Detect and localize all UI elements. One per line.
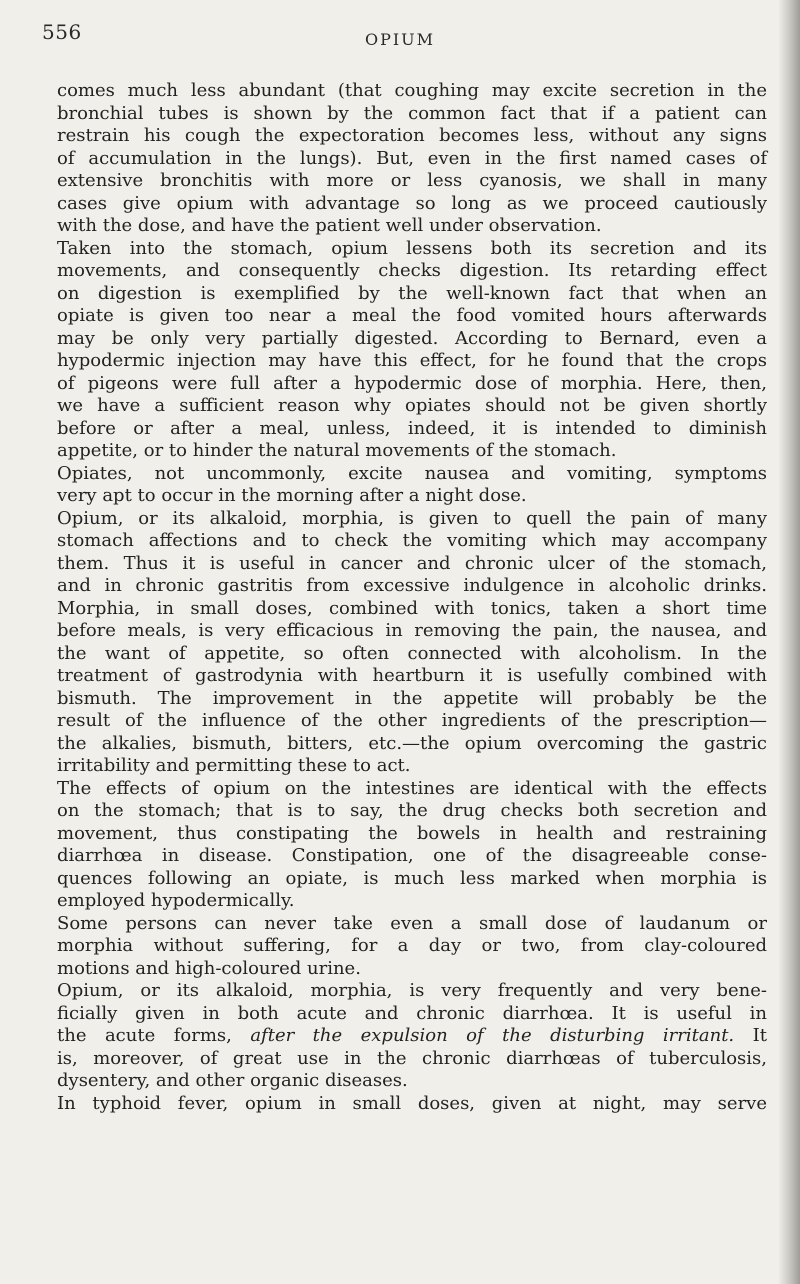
text-line: hypodermic injection may have this effect, for he found that the crops bbox=[57, 350, 767, 371]
page-number: 556 bbox=[42, 20, 82, 44]
text-line: The effects of opium on the intestines are identical with the effects bbox=[57, 777, 767, 799]
text-segment: It bbox=[734, 1025, 767, 1046]
text-line: restrain his cough the expectoration becomes less, without any signs bbox=[57, 125, 767, 146]
text-line: In typhoid fever, opium in small doses, given at night, may serve bbox=[57, 1092, 767, 1114]
text-line: bronchial tubes is shown by the common fact that if a patient can bbox=[57, 102, 767, 124]
text-line: extensive bronchitis with more or less cyanosis, we shall in many bbox=[57, 170, 767, 191]
text-line: we have a sufficient reason why opiates should not be given shortly bbox=[57, 395, 767, 416]
text-line: Taken into the stomach, opium lessens both its secretion and its bbox=[57, 237, 767, 259]
text-line: result of the influence of the other ingredients of the prescription— bbox=[57, 710, 767, 731]
text-line: of accumulation in the lungs). But, even in the first named cases of bbox=[57, 147, 767, 169]
text-line: may be only very partially digested. According to Bernard, even a bbox=[57, 327, 767, 349]
running-head: OPIUM bbox=[364, 30, 436, 49]
text-line: treatment of gastrodynia with heartburn it is usefully combined with bbox=[57, 665, 767, 686]
text-line: Morphia, in small doses, combined with tonics, taken a short time bbox=[57, 597, 767, 619]
text-line: Opium, or its alkaloid, morphia, is very frequently and very bene- bbox=[57, 980, 767, 1001]
text-line: cases give opium with advantage so long as we proceed cautiously bbox=[57, 192, 767, 214]
text-line: movement, thus constipating the bowels in health and restraining bbox=[57, 822, 767, 844]
text-line: dysentery, and other organic diseases. bbox=[57, 1070, 408, 1091]
text-segment: the acute forms, bbox=[57, 1025, 251, 1046]
text-line: Opiates, not uncommonly, excite nausea and vomiting, symptoms bbox=[57, 462, 767, 484]
text-line: irritability and permitting these to act. bbox=[57, 755, 411, 776]
text-line: with the dose, and have the patient well under observation. bbox=[57, 215, 602, 236]
text-line: very apt to occur in the morning after a night dose. bbox=[57, 485, 527, 506]
text-line: stomach affections and to check the vomiting which may accompany bbox=[57, 530, 767, 551]
text-line: appetite, or to hinder the natural movements of the stomach. bbox=[57, 440, 617, 461]
text-line: the alkalies, bismuth, bitters, etc.—the opium overcoming the gastric bbox=[57, 732, 767, 754]
text-line: on the stomach; that is to say, the drug checks both secretion and bbox=[57, 800, 767, 821]
text-line: employed hypodermically. bbox=[57, 890, 295, 911]
text-line: on digestion is exemplified by the well-known fact that when an bbox=[57, 282, 767, 304]
italic-phrase: after the expulsion of the disturbing irritant. bbox=[250, 1025, 735, 1046]
text-line: Opium, or its alkaloid, morphia, is given to quell the pain of many bbox=[57, 507, 767, 529]
text-line: diarrhœa in disease. Constipation, one of the disagreeable conse- bbox=[57, 845, 767, 866]
text-line: Some persons can never take even a small dose of laudanum or bbox=[57, 912, 767, 934]
text-line: them. Thus it is useful in cancer and chronic ulcer of the stomach, bbox=[57, 552, 767, 574]
text-line bbox=[57, 1025, 767, 1048]
text-line: before or after a meal, unless, indeed, it is intended to diminish bbox=[57, 417, 767, 439]
text-line: motions and high-coloured urine. bbox=[57, 957, 361, 979]
text-line: morphia without suffering, for a day or two, from clay-coloured bbox=[57, 935, 767, 956]
text-line: the want of appetite, so often connected with alcoholism. In the bbox=[57, 642, 767, 664]
text-line: before meals, is very efficacious in removing the pain, the nausea, and bbox=[57, 620, 767, 641]
text-line: movements, and consequently checks digestion. Its retarding effect bbox=[57, 260, 767, 281]
text-line: quences following an opiate, is much less marked when morphia is bbox=[57, 867, 767, 889]
text-line: of pigeons were full after a hypodermic dose of morphia. Here, then, bbox=[57, 372, 767, 394]
page-edge-shadow bbox=[778, 0, 800, 1284]
text-line: ficially given in both acute and chronic diarrhœa. It is useful in bbox=[57, 1002, 767, 1024]
text-line: opiate is given too near a meal the food vomited hours afterwards bbox=[57, 305, 767, 326]
text-line: and in chronic gastritis from excessive indulgence in alcoholic drinks. bbox=[57, 575, 767, 596]
body-text bbox=[57, 80, 767, 1115]
text-line: is, moreover, of great use in the chronic diarrhœas of tuberculosis, bbox=[57, 1047, 767, 1069]
text-line: comes much less abundant (that coughing may excite secretion in the bbox=[57, 80, 767, 101]
text-line: bismuth. The improvement in the appetite will probably be the bbox=[57, 687, 767, 709]
